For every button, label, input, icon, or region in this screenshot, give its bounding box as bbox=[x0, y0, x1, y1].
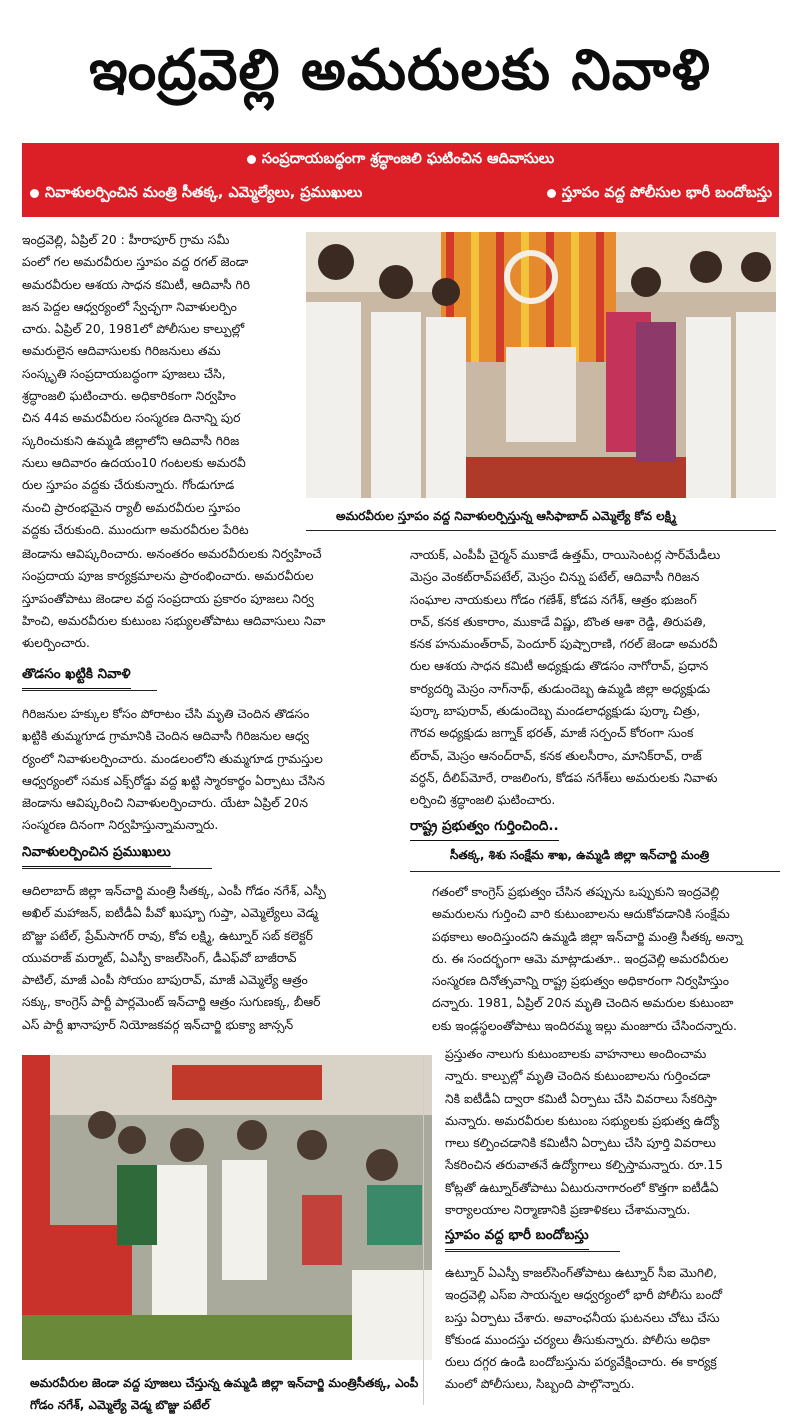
photo-2-caption bbox=[30, 1372, 430, 1416]
text-line: అమరవీరుల జెండా వద్ద పూజలు చేస్తున్న ఉమ్మడి జిల్లా ఇన్‌చార్జి మంత్రి bbox=[30, 1376, 357, 1390]
subheading-todasam: తొడసం ఖట్టికి నివాళి bbox=[22, 666, 131, 689]
text-line: కార్యాలయాల నిర్మాణానికి ప్రణాళికలు చేశామన్నారు. bbox=[445, 1203, 691, 1218]
article-intro bbox=[22, 229, 314, 541]
text-line: ఖట్టికి తుమ్మగూడ గ్రామానికి చెందిన ఆదివాసీ గిరిజనుల ఆధ్వ bbox=[22, 729, 310, 744]
text-line: కనక హనుమంత్‌రావ్, పెందూర్ పుష్పారాణి, గరల్ జెండా అమరవీ bbox=[410, 637, 718, 652]
photo-flag-image bbox=[22, 1055, 432, 1360]
text-line: పాటిల్, మాజీ ఎంపీ సోయం బాపురావ్, మాజీ ఎమ్మెల్యే ఆత్రం bbox=[22, 973, 308, 988]
section-dignitaries-text bbox=[22, 880, 417, 1036]
article-names-continued bbox=[410, 544, 780, 812]
text-line: అఖిల్ మహాజన్, ఐటీడీఏ పీవో ఖుష్బూ గుప్తా, ఎమ్మెల్యేలు వెడ్మ bbox=[22, 906, 318, 921]
text-line: బొజ్జు పటేల్, ప్రేమ్‌సాగర్ రావు, కోవ లక్ష్మి, ఉట్నూర్ సబ్ కలెక్టర్ bbox=[22, 928, 313, 943]
text-line: అమరవీరుల ఆశయ సాధన కమిటీ, ఆదివాసీ గిరి bbox=[22, 277, 250, 292]
text-line: చారు. ఏప్రిల్ 20, 1981లో పోలీసుల కాల్పుల్లో bbox=[22, 322, 245, 337]
photo-flag-prayer bbox=[22, 1055, 432, 1360]
text-line: సంఘాల నాయకులు గోడం గణేశ్, కోడప నగేశ్, ఆత్రం భుజంగ్ bbox=[410, 592, 697, 607]
text-line: గిరిజనుల హక్కుల కోసం పోరాటం చేసి మృతి చెందిన తొడసం bbox=[22, 707, 310, 721]
subhead-rule bbox=[410, 871, 780, 872]
summary-banner bbox=[22, 143, 779, 217]
text-line: జెండాను ఆవిష్కరించి నివాళులర్పించారు. యేటా ఏప్రిల్ 20న bbox=[22, 796, 308, 811]
text-line: ళులర్పించారు. bbox=[22, 636, 90, 651]
text-line: ఇంద్రవెల్లి, ఏప్రిల్ 20 : హీరాపూర్ గ్రామ సమీ bbox=[22, 233, 230, 247]
text-line: సంస్మరణ దినంగా నిర్వహిస్తున్నామన్నారు. bbox=[22, 818, 219, 833]
text-line: జెండాను ఆవిష్కరించారు. అనంతరం అమరవీరులకు నిర్వహించే bbox=[22, 547, 322, 561]
section-state-text-b bbox=[445, 1043, 780, 1221]
text-line: సేకరించిన తరువాతనే ఉద్యోగాలు కల్పిస్తామన్నారు. రూ.15 bbox=[445, 1158, 723, 1173]
text-line: యువరాజ్ మర్మాట్, ఏఎస్పీ కాజల్‌సింగ్, డీఎఫ్‌వో బాజీరావ్ bbox=[22, 950, 297, 965]
text-line: నికి ఐటీడీఏ ద్వారా కమిటీ ఏర్పాటు చేసి వివరాలు సేకరిస్తా bbox=[445, 1091, 717, 1106]
bullet-icon bbox=[247, 155, 256, 164]
text-line: అమరులను గుర్తించి వారి కుటుంబాలను ఆదుకోవడానికి సంక్షేమ bbox=[432, 907, 730, 922]
text-line: చిన 44వ అమరవీరుల సంస్మరణ దినాన్ని పుర bbox=[22, 411, 241, 426]
text-line: నులు ఆదివారం ఉదయం10 గంటలకు అమరవీ bbox=[22, 455, 246, 470]
text-line: ఎస్ పార్టీ ఖానాపూర్ నియోజకవర్గ ఇన్‌చార్జి భుక్యా జాన్సన్ bbox=[22, 1017, 294, 1032]
text-line: వద్దకు చేరుకుంది. ముందుగా అమరవీరుల పేరిట bbox=[22, 522, 249, 537]
text-line: సంస్మరణ దినోత్సవాన్ని రాష్ట్ర ప్రభుత్వం అధికారంగా నిర్వహిస్తుం bbox=[432, 974, 730, 989]
text-line: లర్పించి శ్రద్ధాంజలి ఘటించారు. bbox=[410, 793, 556, 808]
photo-1-caption: అమరవీరుల స్తూపం వద్ద నివాళులర్పిస్తున్న ఆసిఫాబాద్ ఎమ్మెల్యే కోవ లక్ష్మి bbox=[336, 509, 676, 523]
text-line: ట్‌రావ్, మెస్రం ఆనంద్‌రావ్, కనక తులసీరాం, మానిక్‌రావ్, రాజ్ bbox=[410, 748, 702, 763]
headline: ఇంద్రవెల్లి అమరులకు నివాళి bbox=[89, 37, 711, 103]
article-continued bbox=[22, 543, 402, 654]
section-security-text bbox=[445, 1262, 780, 1396]
text-line: శ్రద్ధాంజలి ఘటించారు. అధికారికంగా నిర్వహిం bbox=[22, 389, 236, 404]
text-line: హించి, అమరవీరుల కుటుంబ సభ్యులతోపాటు ఆదివాసులు నివా bbox=[22, 613, 326, 628]
section-state-text-a bbox=[432, 881, 780, 1037]
text-line: ఇంద్రవెల్లి ఎస్ఐ సాయన్నల ఆధ్వర్యంలో భారీ పోలీసు బందో bbox=[445, 1288, 723, 1303]
text-line: సంస్కృతి సంప్రదాయబద్ధంగా పూజలు చేసి, bbox=[22, 366, 226, 381]
subhead-rule bbox=[445, 1251, 620, 1252]
banner-text-2a: నివాళులర్పించిన మంత్రి సీతక్క, ఎమ్మెల్యేలు, ప్రముఖులు bbox=[45, 185, 363, 201]
text-line: బస్తు ఏర్పాటు చేశారు. అవాంఛనీయ ఘటనలు చోటు చేసు bbox=[445, 1310, 720, 1325]
text-line: జన పెద్దల ఆధ్వర్యంలో స్వేచ్ఛగా నివాళులర్పిం bbox=[22, 299, 237, 314]
text-line: గౌరవ అధ్యక్షుడు జగ్నాక్ భరత్, మాజీ సర్పంచ్ కోరంగా సుంక bbox=[410, 726, 694, 741]
text-line: సీతక్క, ఎంపీ గోడం నగేశ్, ఎమ్మెల్యే వెడ్మ బొజ్జు పటేల్ bbox=[30, 1376, 419, 1412]
text-line: మెస్రం వెంకట్‌రావ్‌పటేల్, మెస్రం చిన్ను పటేల్, ఆదివాసీ గిరిజన bbox=[410, 570, 700, 585]
text-line: నుంచి ప్రారంభమైన ర్యాలీ అమరవీరుల స్తూపం bbox=[22, 500, 241, 515]
subheading-state-recognition: రాష్ట్ర ప్రభుత్వం గుర్తించింది.. bbox=[410, 818, 559, 841]
banner-item-b bbox=[547, 185, 772, 205]
text-line: అమరులైన ఆదివాసులకు గిరిజనులు తమ bbox=[22, 344, 221, 359]
subhead-rule bbox=[22, 868, 212, 869]
banner-line-2 bbox=[30, 185, 772, 205]
text-line: రుల స్తూపం వద్దకు చేరుకున్నారు. గోండుగూడ bbox=[22, 478, 235, 493]
text-line: కార్యదర్శి మెస్రం నాగ్‌నాథ్, తుడుందెబ్బ ఉమ్మడి జిల్లా అధ్యక్షుడు bbox=[410, 681, 711, 696]
text-line: సంప్రదాయ పూజ కార్యక్రమాలను ప్రారంభించారు. అమరవీరుల bbox=[22, 569, 314, 584]
subheading-tagline: సీతక్క, శిశు సంక్షేమ శాఖ, ఉమ్మడి జిల్లా ఇన్‌చార్జి మంత్రి bbox=[450, 848, 710, 862]
banner-item-a bbox=[30, 185, 362, 205]
photo-memorial-image bbox=[306, 232, 776, 498]
bullet-icon bbox=[30, 189, 39, 198]
text-line: మన్నారు. అమరవీరుల కుటుంబ సభ్యులకు ప్రభుత్వ ఉద్యో bbox=[445, 1113, 720, 1128]
text-line: గతంలో కాంగ్రెస్ ప్రభుత్వం చేసిన తప్పును ఒప్పుకుని ఇంద్రవెల్లి bbox=[432, 885, 720, 899]
text-line: స్తూపంతోపాటు జెండాల వద్ద సంప్రదాయ ప్రకారం పూజలు నిర్వ bbox=[22, 591, 314, 606]
bullet-icon bbox=[547, 189, 556, 198]
subheading-dignitaries: నివాళులర్పించిన ప్రముఖులు bbox=[22, 844, 171, 867]
text-line: రులు దగ్గర ఉండి బందోబస్తును పర్యవేక్షించారు. ఈ కార్యక్ర bbox=[445, 1355, 717, 1370]
text-line: ఉట్నూర్ ఏఎస్పీ కాజల్‌సింగ్‌తోపాటు ఉట్నూర్ సీఐ మొగిలి, bbox=[445, 1266, 718, 1280]
text-line: పంలో గల అమరవీరుల స్తూపం వద్ద రగల్ జెండా bbox=[22, 255, 249, 270]
banner-text-1: సంప్రదాయబద్ధంగా శ్రద్ధాంజలి ఘటించిన ఆదివాసులు bbox=[261, 151, 555, 167]
text-line: ఆధ్వర్యంలో సమక ఎక్స్‌రోడ్డు వద్ద ఖట్టి స్మారకార్థం ఏర్పాటు చేసిన bbox=[22, 773, 325, 788]
text-line: దన్నారు. 1981, ఏప్రిల్ 20న మృతి చెందిన అమరుల కుటుంబా bbox=[432, 996, 734, 1011]
text-line: వర్ధన్, దీలిప్‌మోరే, రాజలింగు, కోడప నగేశ్‌లు అమరులకు నివాళు bbox=[410, 770, 718, 785]
text-line: న్నారు. కాల్పుల్లో మృతి చెందిన కుటుంబాలను గుర్తించడా bbox=[445, 1069, 711, 1084]
subhead-rule bbox=[22, 690, 157, 691]
text-line: ప్రస్తుతం నాలుగు కుటుంబాలకు వాహనాలు అందించామ bbox=[445, 1047, 707, 1061]
text-line: నాయక్, ఎంపీపీ చైర్మన్ ముకాడే ఉత్తమ్, రాయిసెంటర్ల సార్‌మేడీలు bbox=[410, 548, 721, 562]
text-line: లకు ఇండ్లస్థలంతోపాటు ఇందిరమ్మ ఇల్లు మంజూరు చేసిందన్నారు. bbox=[432, 1018, 737, 1033]
text-line: మంలో పోలీసులు, సిబ్బంది పాల్గొన్నారు. bbox=[445, 1377, 635, 1392]
caption-divider bbox=[306, 530, 776, 531]
banner-text-2b: స్తూపం వద్ద పోలీసుల భారీ బందోబస్తు bbox=[561, 185, 772, 201]
text-line: పథకాలు అందిస్తుందని ఉమ్మడి జిల్లా ఇన్‌చార్జి మంత్రి సీతక్క అన్నా bbox=[432, 929, 743, 944]
text-line: ర్యంలో నివాళులర్పించారు. మండలంలోని తుమ్మగూడ గ్రామస్తుల bbox=[22, 751, 323, 766]
text-line: రు. ఈ సందర్భంగా ఆమె మాట్లాడుతూ.. ఇంద్రవెల్లి అమరవీరుల bbox=[432, 951, 729, 966]
text-line: సక్కు, కాంగ్రెస్ పార్టీ పార్లమెంట్ ఇన్‌చార్జి ఆత్రం సుగుణక్క, బీఆర్ bbox=[22, 995, 321, 1010]
text-line: ఆదిలాబాద్ జిల్లా ఇన్‌చార్జి మంత్రి సీతక్క, ఎంపీ గోడం నగేశ్, ఎస్పీ bbox=[22, 884, 326, 898]
banner-line-1 bbox=[22, 151, 779, 171]
subheading-security: స్తూపం వద్ద భారీ బందోబస్తు bbox=[445, 1227, 589, 1250]
text-line: పుర్కా బాపురావ్, తుడుందెబ్బ మండలాధ్యక్షుడు పుర్కా చిత్రు, bbox=[410, 704, 701, 719]
text-line: రుల ఆశయ సాధన కమిటీ అధ్యక్షుడు తొడసం నాగోరావ్, ప్రధాన bbox=[410, 659, 709, 674]
text-line: రావ్, కనక తుకారాం, ముకాడే విష్ణు, బొంత ఆశా రెడ్డి, తిరుపతి, bbox=[410, 614, 707, 629]
text-line: గాలు కల్పించడానికి కమిటీని ఏర్పాటు చేసి పూర్తి వివరాలు bbox=[445, 1136, 716, 1151]
photo-memorial-tribute bbox=[306, 232, 776, 498]
section-todasam-text bbox=[22, 703, 402, 837]
column-divider bbox=[423, 1055, 424, 1405]
text-line: కోట్లతో ఉట్నూర్‌తోపాటు ఏటురునాగారంలో కొత్తగా ఐటీడీఏ bbox=[445, 1180, 719, 1195]
text-line: కోకుండ ముందస్తు చర్యలు తీసుకున్నారు. పోలీసు అధికా bbox=[445, 1332, 710, 1347]
text-line: స్కరించుకుని ఉమ్మడి జిల్లాలోని ఆదివాసీ గిరిజ bbox=[22, 433, 240, 448]
